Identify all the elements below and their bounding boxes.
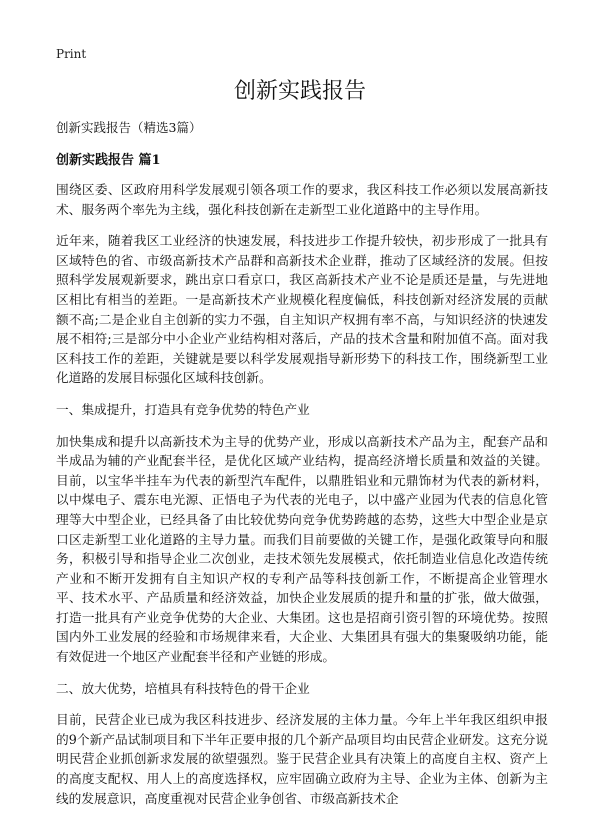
paragraph-section-1: 加快集成和提升以高新技术为主导的优势产业，形成以高新技术产品为主，配套产品和半成品为辅的产业配套半径，是优化区域产业结构，提高经济增长质量和效益的关键。目前，以宝华半挂车为代表的新型汽车配件，以鼎胜铝业和元鼎饰材为代表的新材料，以中煤电子、震东电光源、正悟电子为代表的光电子，以中盛产业园为代表的信息化管理等大中型企业，已经具备了由比较优势向竞争优势跨越的态势，这些大中型企业是京口区走新型工业化道路的主导力量。而我们目前要做的关键工作，是强化政策导向和服务，积极引导和指导企业二次创业，走技术领先发展模式，依托制造业信息化改造传统产业和不断开发拥有自主知识产权的专利产品等科技创新工作，不断提高企业管理水平、技术水平、产品质量和经济效益，加快企业发展质的提升和量的扩张，做大做强，打造一批具有产业竞争优势的大企业、大集团。这也是招商引资引智的环境优势。按照国内外工业发展的经验和市场规律来看，大企业、大集团具有强大的集聚吸纳功能，能有效促进一个地区产业配套半径和产业链的形成。 [56, 433, 548, 665]
document-subtitle: 创新实践报告（精选3篇） [56, 120, 202, 135]
paragraph-background: 近年来，随着我区工业经济的快速发展，科技进步工作提升较快，初步形成了一批具有区域特色的省、市级高新技术产品群和高新技术企业群，推动了区域经济的发展。但按照科学发展观新要求，跳出京口看京口，我区高新技术产业不论是质还是量，与先进地区相比有相当的差距。一是高新技术产业规模化程度偏低，科技创新对经济发展的贡献额不高;二是企业自主创新的实力不强，自主知识产权拥有率不高，与知识经济的快速发展不相符;三是部分中小企业产业结构相对落后，产品的技术含量和附加值不高。面对我区科技工作的差距，关键就是要以科学发展观指导新形势下的科技工作，围绕新型工业化道路的发展目标强化区域科技创新。 [56, 233, 548, 386]
section-heading-2: 二、放大优势，培植具有科技特色的骨干企业 [56, 680, 310, 696]
section-heading-1: 一、集成提升，打造具有竞争优势的特色产业 [56, 401, 310, 417]
document-title: 创新实践报告 [233, 79, 366, 104]
print-label: Print [56, 47, 87, 61]
document-body [56, 180, 548, 820]
article-heading: 创新实践报告 篇1 [56, 153, 161, 168]
paragraph-section-2: 目前，民营企业已成为我区科技进步、经济发展的主体力量。今年上半年我区组织申报的9个新产品试制项目和下半年正要申报的几个新产品项目均由民营企业研发。这充分说明民营企业抓创新求发展的欲望强烈。鉴于民营企业具有决策上的高度自主权、资产上的高度支配权、用人上的高度选择权，应牢固确立政府为主导、企业为主体、创新为主线的发展意识，高度重视对民营企业争创省、市级高新技术企 [56, 712, 548, 806]
paragraph-intro: 围绕区委、区政府用科学发展观引领各项工作的要求，我区科技工作必须以发展高新技术、服务两个率先为主线，强化科技创新在走新型工业化道路中的主导作用。 [56, 182, 548, 217]
